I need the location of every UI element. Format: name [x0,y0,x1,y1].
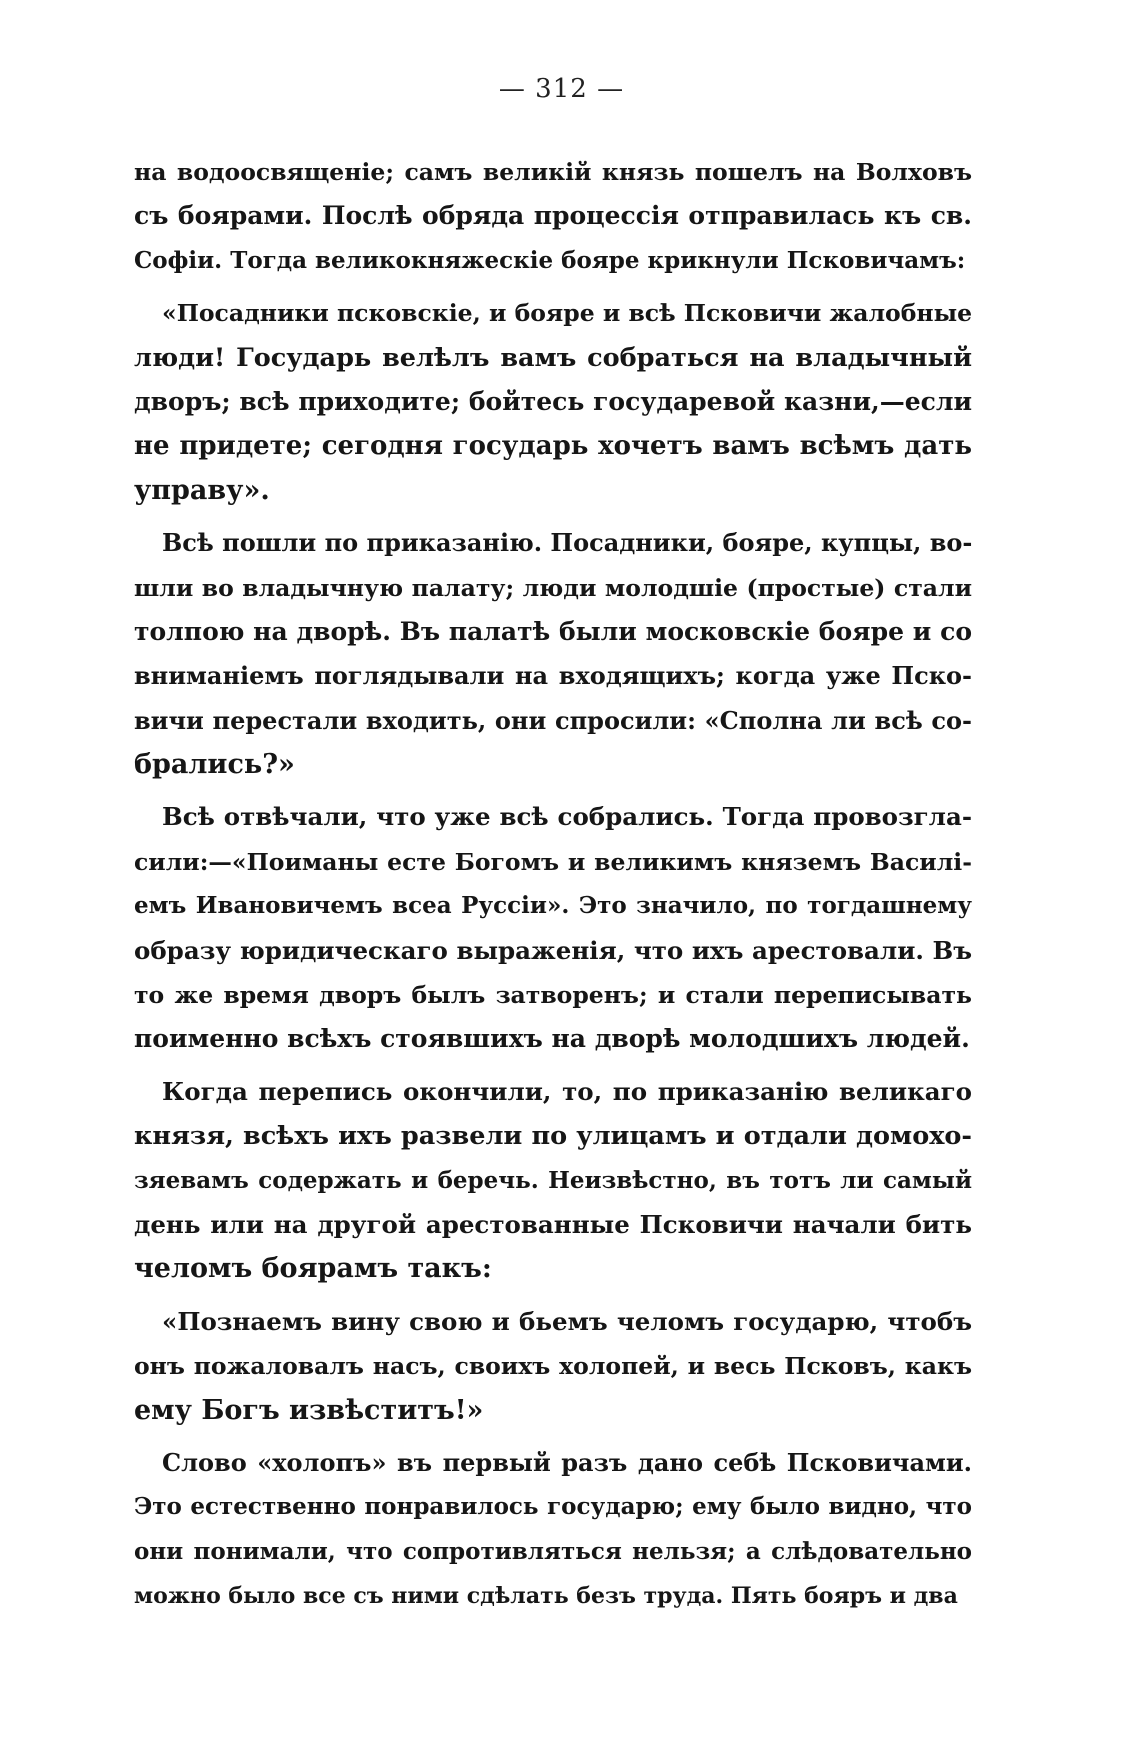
paragraph-gap [134,787,972,795]
text-line: вниманіемъ поглядывали на входящихъ; когда уже Пско- [134,661,972,691]
text-line: Всѣ пошли по приказанію. Посадники, бояре, купцы, во- [162,528,973,558]
text-line: челомъ боярамъ такъ: [134,1253,492,1285]
paragraph [134,1300,972,1433]
text-line: Слово «холопъ» въ первый разъ дано себѣ Псковичами. [162,1447,972,1477]
text-line: ему Богъ извѣститъ!» [134,1394,484,1426]
text-line: шли во владычную палату; люди молодшіе (простые) стали [134,573,972,602]
paragraph [134,291,972,513]
text-line: люди! Государь велѣлъ вамъ собраться на владычный [134,342,972,373]
paragraph [134,150,972,283]
text-line: брались?» [134,749,295,781]
text-line: емъ Ивановичемъ всеа Руссіи». Это значило, по тогдашнему [134,892,972,920]
paragraph [134,1070,972,1292]
paragraph-gap [134,1292,972,1300]
text-line: «Посадники псковскіе, и бояре и всѣ Псковичи жалобные [162,299,973,328]
text-line: на водоосвященіе; самъ великій князь пошелъ на Волховъ [134,158,972,186]
text-line: онъ пожаловалъ насъ, своихъ холопей, и весь Псковъ, какъ [134,1352,972,1381]
text-line: съ боярами. Послѣ обряда процессія отправилась къ св. [134,201,972,231]
page-number: — 312 — [498,74,625,104]
text-line: Это естественно понравилось государю; ему было видно, что [134,1493,972,1521]
text-line: поименно всѣхъ стоявшихъ на дворѣ молодшихъ людей. [134,1024,970,1054]
text-line: то же время дворъ былъ затворенъ; и стали переписывать [134,981,972,1010]
text-line: князя, всѣхъ ихъ развели по улицамъ и отдали домохо- [134,1121,972,1152]
text-line: не придете; сегодня государь хочетъ вамъ всѣмъ дать [134,431,972,462]
text-body [134,150,972,1619]
text-line: дворъ; всѣ приходите; бойтесь государевой казни,—если [134,386,972,416]
text-line: они понимали, что сопротивляться нельзя; а слѣдовательно [134,1537,972,1565]
paragraph [134,521,972,787]
paragraph-gap [134,283,972,291]
paragraph-gap [134,1062,972,1070]
text-line: образу юридическаго выраженія, что ихъ арестовали. Въ [134,935,972,965]
text-line: толпою на дворѣ. Въ палатѣ были московскіе бояре и со [134,616,972,646]
text-line: можно было все съ ними сдѣлать безъ труда. Пять бояръ и два [134,1583,958,1610]
text-line: управу». [134,474,270,506]
text-line: «Познаемъ вину свою и бьемъ челомъ государю, чтобъ [162,1306,972,1336]
text-line: Софіи. Тогда великокняжескіе бояре крикнули Псковичамъ: [134,246,966,274]
text-line: Всѣ отвѣчали, что уже всѣ собрались. Тогда провозгла- [162,802,972,832]
text-line: Когда перепись окончили, то, по приказанію великаго [162,1076,972,1106]
paragraph-gap [134,1433,972,1441]
paragraph-gap [134,513,972,521]
paragraph [134,1441,972,1619]
text-line: зяевамъ содержать и беречь. Неизвѣстно, въ тотъ ли самый [134,1166,972,1194]
text-line: сили:—«Поиманы есте Богомъ и великимъ княземъ Василі- [134,847,972,876]
paragraph [134,795,972,1061]
text-line: день или на другой арестованные Псковичи начали бить [134,1209,972,1239]
text-line: вичи перестали входить, они спросили: «Сполна ли всѣ со- [134,705,972,735]
